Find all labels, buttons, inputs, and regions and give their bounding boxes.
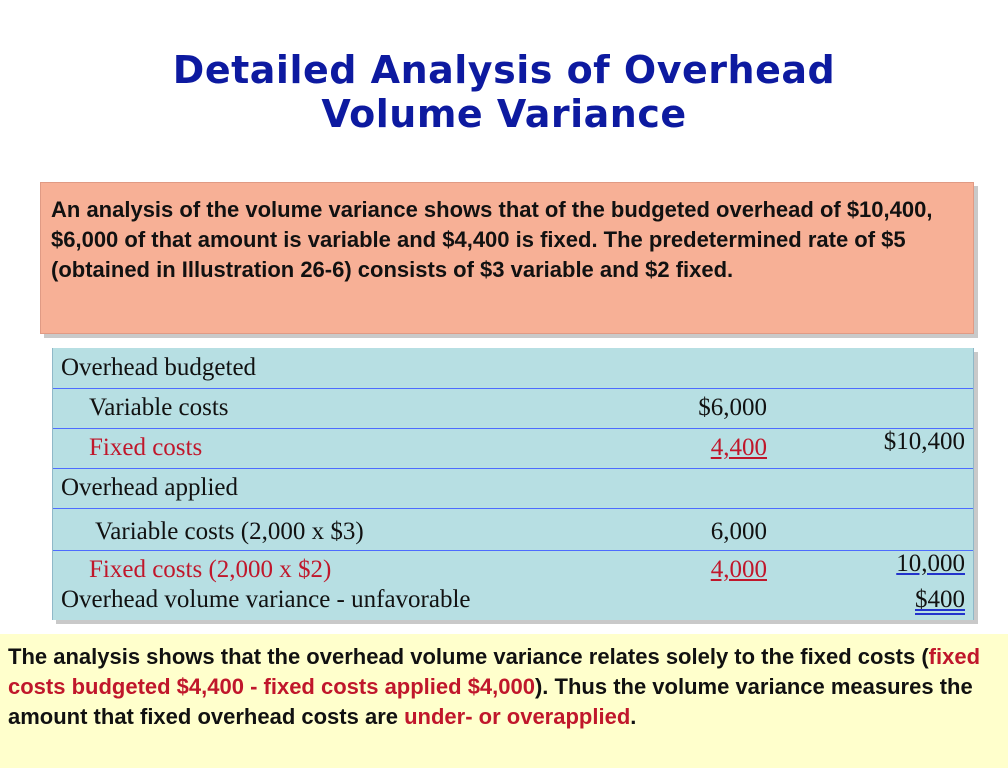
- slide-title: [0, 48, 1008, 136]
- budget-fixed-amount: 4,400: [710, 434, 767, 461]
- table-row-overhead-budgeted: [53, 348, 973, 389]
- intro-text: An analysis of the volume variance shows that of the budgeted overhead of $10,400, $6,000 of that amount is variable and $4,400 is fixed. The predetermined rate of $5 (obtained in Illustration 26-6) consists of $3 variable and $2 fixed.: [51, 197, 933, 282]
- table-row-budget-fixed: [53, 428, 973, 469]
- slide-title-line-2: Volume Variance: [321, 92, 687, 136]
- table-row-volume-variance: [53, 580, 973, 620]
- table-row-overhead-applied: [53, 468, 973, 509]
- volume-variance-amount: $400: [915, 586, 965, 613]
- table-row-budget-variable: [53, 388, 973, 429]
- budget-variable-amount: $6,000: [698, 394, 767, 421]
- note-highlight-under-overapplied: under- or overapplied: [404, 704, 631, 729]
- conclusion-note: [0, 634, 1008, 768]
- applied-fixed-amount: 4,000: [710, 556, 767, 583]
- note-text-part-2: ). Thus the volume variance measures the amount that fixed overhead costs are: [8, 674, 973, 729]
- budget-fixed-label: Fixed costs: [89, 434, 203, 461]
- budget-variable-label: Variable costs: [89, 394, 229, 421]
- applied-variable-amount: 6,000: [710, 518, 767, 545]
- slide-title-line-1: Detailed Analysis of Overhead: [172, 48, 836, 92]
- note-highlight-fixed-costs: fixed costs budgeted $4,400 - fixed costs applied $4,000: [8, 644, 981, 699]
- note-text-part-3: .: [630, 704, 637, 729]
- note-text-part-1: The analysis shows that the overhead volume variance relates solely to the fixed costs (: [8, 644, 929, 669]
- budget-total-amount: $10,400: [883, 428, 965, 455]
- overhead-applied-label: Overhead applied: [61, 474, 239, 501]
- applied-variable-label: Variable costs (2,000 x $3): [95, 518, 364, 545]
- variance-table: [52, 348, 974, 620]
- volume-variance-label: Overhead volume variance - unfavorable: [61, 586, 471, 613]
- overhead-budgeted-label: Overhead budgeted: [61, 354, 257, 381]
- table-row-applied-variable: [53, 508, 973, 551]
- applied-fixed-label: Fixed costs (2,000 x $2): [89, 556, 332, 583]
- applied-total-amount: 10,000: [896, 550, 965, 577]
- intro-text-box: [40, 182, 974, 334]
